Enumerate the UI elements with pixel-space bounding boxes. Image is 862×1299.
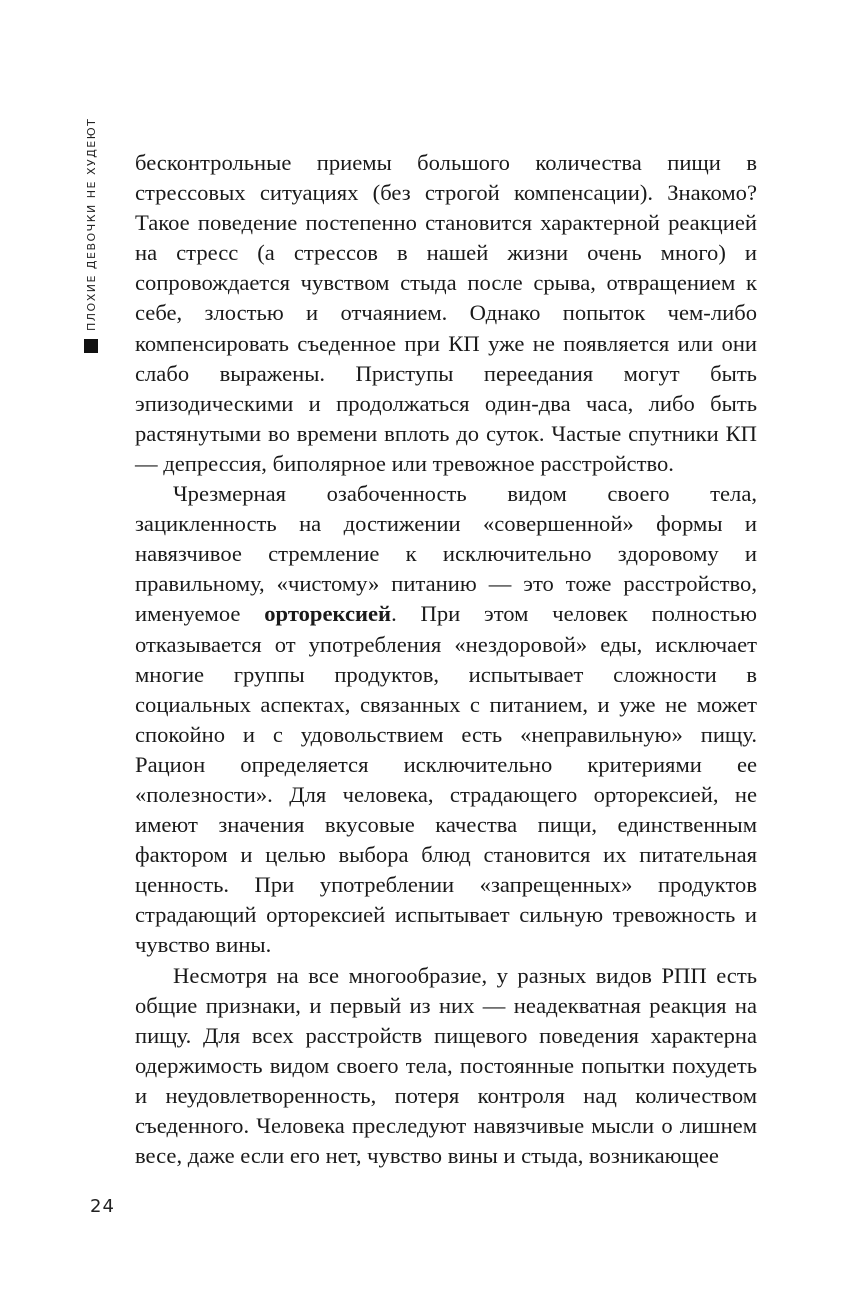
paragraph-1: бесконтрольные приемы большого количества пищи в стрессовых ситуациях (без строгой компенсации). Знакомо? Такое поведение постепенно становится характерной реакцией на стресс (а стрессов в нашей жизни очень много) и сопровождается чувством стыда после срыва, отвращением к себе, злостью и отчаянием. Однако попыток чем-либо компенсировать съеденное при КП уже не появляется или они слабо выражены. Приступы переедания могут быть эпизодическими и продолжаться один-два часа, либо быть растянутыми во времени вплоть до суток. Частые спутники КП — депрессия, биполярное или тревожное расстройство. [135, 150, 757, 476]
page-number: 24 [90, 1196, 115, 1217]
paragraph-3: Несмотря на все многообразие, у разных видов РПП есть общие признаки, и первый из них — неадекватная реакция на пищу. Для всех расстройств пищевого поведения характерна одержимость видом своего тела, постоянные попытки похудеть и неудовлетворенность, потеря контроля над количеством съеденного. Человека преследуют навязчивые мысли о лишнем весе, даже если его нет, чувство вины и стыда, возникающее [135, 962, 757, 1169]
term-orthorexia: орторексией [264, 601, 392, 627]
paragraph-2-part-2: . При этом человек полностью отказывается от употребления «нездоровой» еды, исключает многие группы продуктов, испытывает сложности в социальных аспектах, связанных с питанием, и уже не может спокойно и с удовольствием есть «неправильную» пищу. Рацион определяется исключительно критериями ее «полезности». Для человека, страдающего орторексией, не имеют значения вкусовые качества пищи, единственным фактором и целью выбора блюд становится их питательная ценность. При употреблении «запрещенных» продуктов страдающий орторексией испытывает сильную тревожность и чувство вины. [135, 601, 757, 958]
running-head-marker-icon [84, 339, 98, 353]
running-head [78, 117, 104, 353]
body-text [135, 148, 757, 1171]
paragraph-2 [135, 479, 757, 961]
paragraph-2-part-1: Чрезмерная озабоченность видом своего тела, зацикленность на достижении «совершенной» формы и навязчивое стремление к исключительно здоровому и правильному, «чистому» питанию — это тоже расстройство, именуемое [135, 481, 757, 627]
running-head-title: ПЛОХИЕ ДЕВОЧКИ НЕ ХУДЕЮТ [84, 117, 98, 331]
